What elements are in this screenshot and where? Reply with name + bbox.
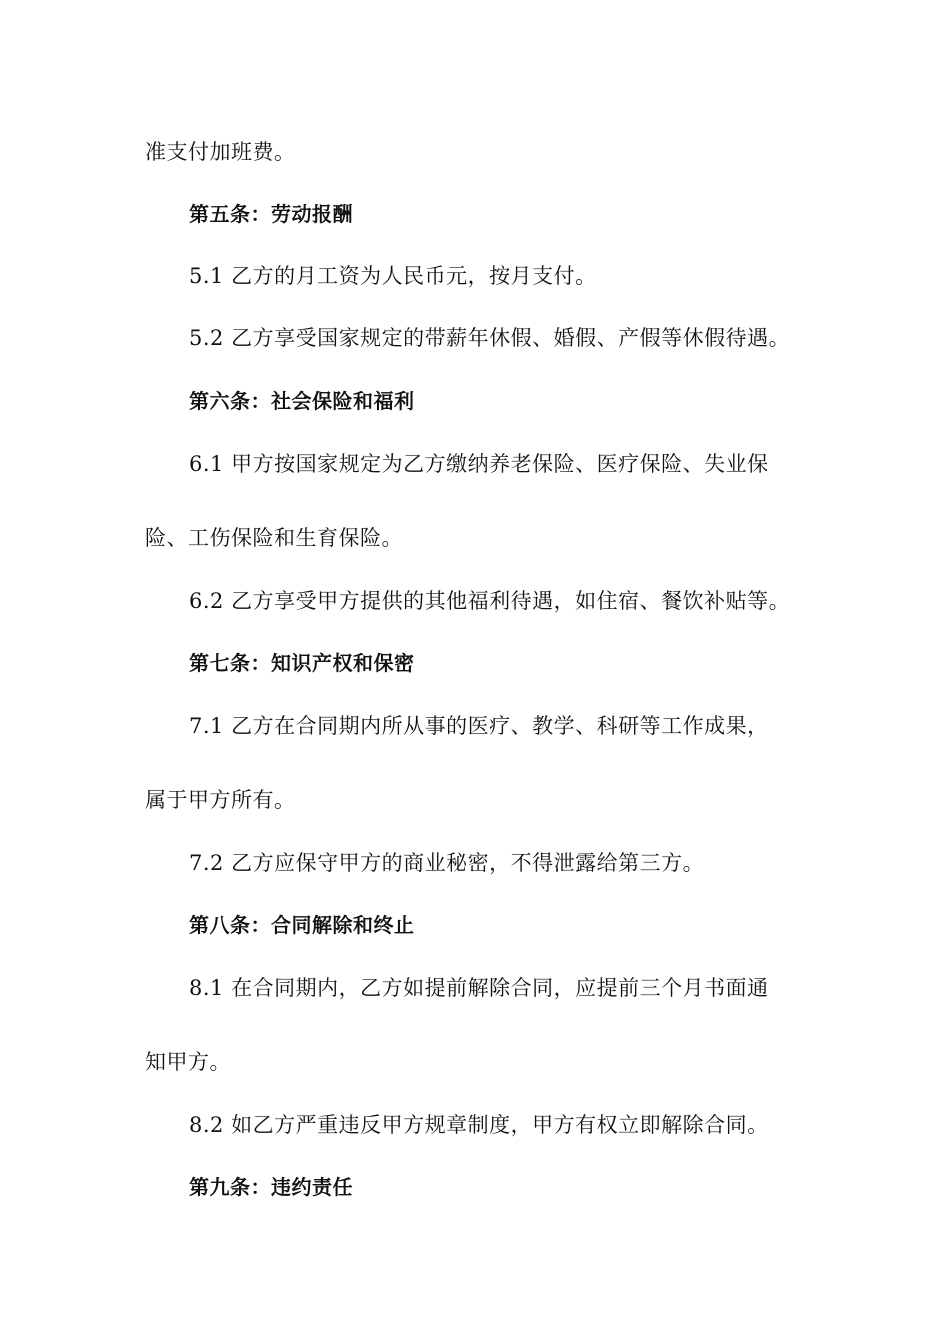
clause-8-1: 8.1 在合同期内，乙方如提前解除合同，应提前三个月书面通 bbox=[189, 976, 769, 1000]
clause-6-2: 6.2 乙方享受甲方提供的其他福利待遇，如住宿、餐饮补贴等。 bbox=[189, 589, 791, 613]
clause-5-1: 5.1 乙方的月工资为人民币元，按月支付。 bbox=[189, 264, 597, 288]
paragraph-continuation: 准支付加班费。 bbox=[145, 140, 296, 164]
clause-7-1-continuation: 属于甲方所有。 bbox=[145, 788, 296, 812]
clause-8-2: 8.2 如乙方严重违反甲方规章制度，甲方有权立即解除合同。 bbox=[189, 1113, 769, 1137]
article-heading-8: 第八条：合同解除和终止 bbox=[189, 913, 415, 937]
clause-7-2: 7.2 乙方应保守甲方的商业秘密，不得泄露给第三方。 bbox=[189, 851, 705, 875]
article-heading-7: 第七条：知识产权和保密 bbox=[189, 651, 415, 675]
article-heading-5: 第五条：劳动报酬 bbox=[189, 202, 353, 226]
clause-6-1: 6.1 甲方按国家规定为乙方缴纳养老保险、医疗保险、失业保 bbox=[189, 452, 769, 476]
clause-5-2: 5.2 乙方享受国家规定的带薪年休假、婚假、产假等休假待遇。 bbox=[189, 326, 791, 350]
clause-7-1: 7.1 乙方在合同期内所从事的医疗、教学、科研等工作成果， bbox=[189, 714, 769, 738]
article-heading-9: 第九条：违约责任 bbox=[189, 1175, 353, 1199]
clause-8-1-continuation: 知甲方。 bbox=[145, 1050, 231, 1074]
clause-6-1-continuation: 险、工伤保险和生育保险。 bbox=[145, 526, 403, 550]
article-heading-6: 第六条：社会保险和福利 bbox=[189, 389, 415, 413]
